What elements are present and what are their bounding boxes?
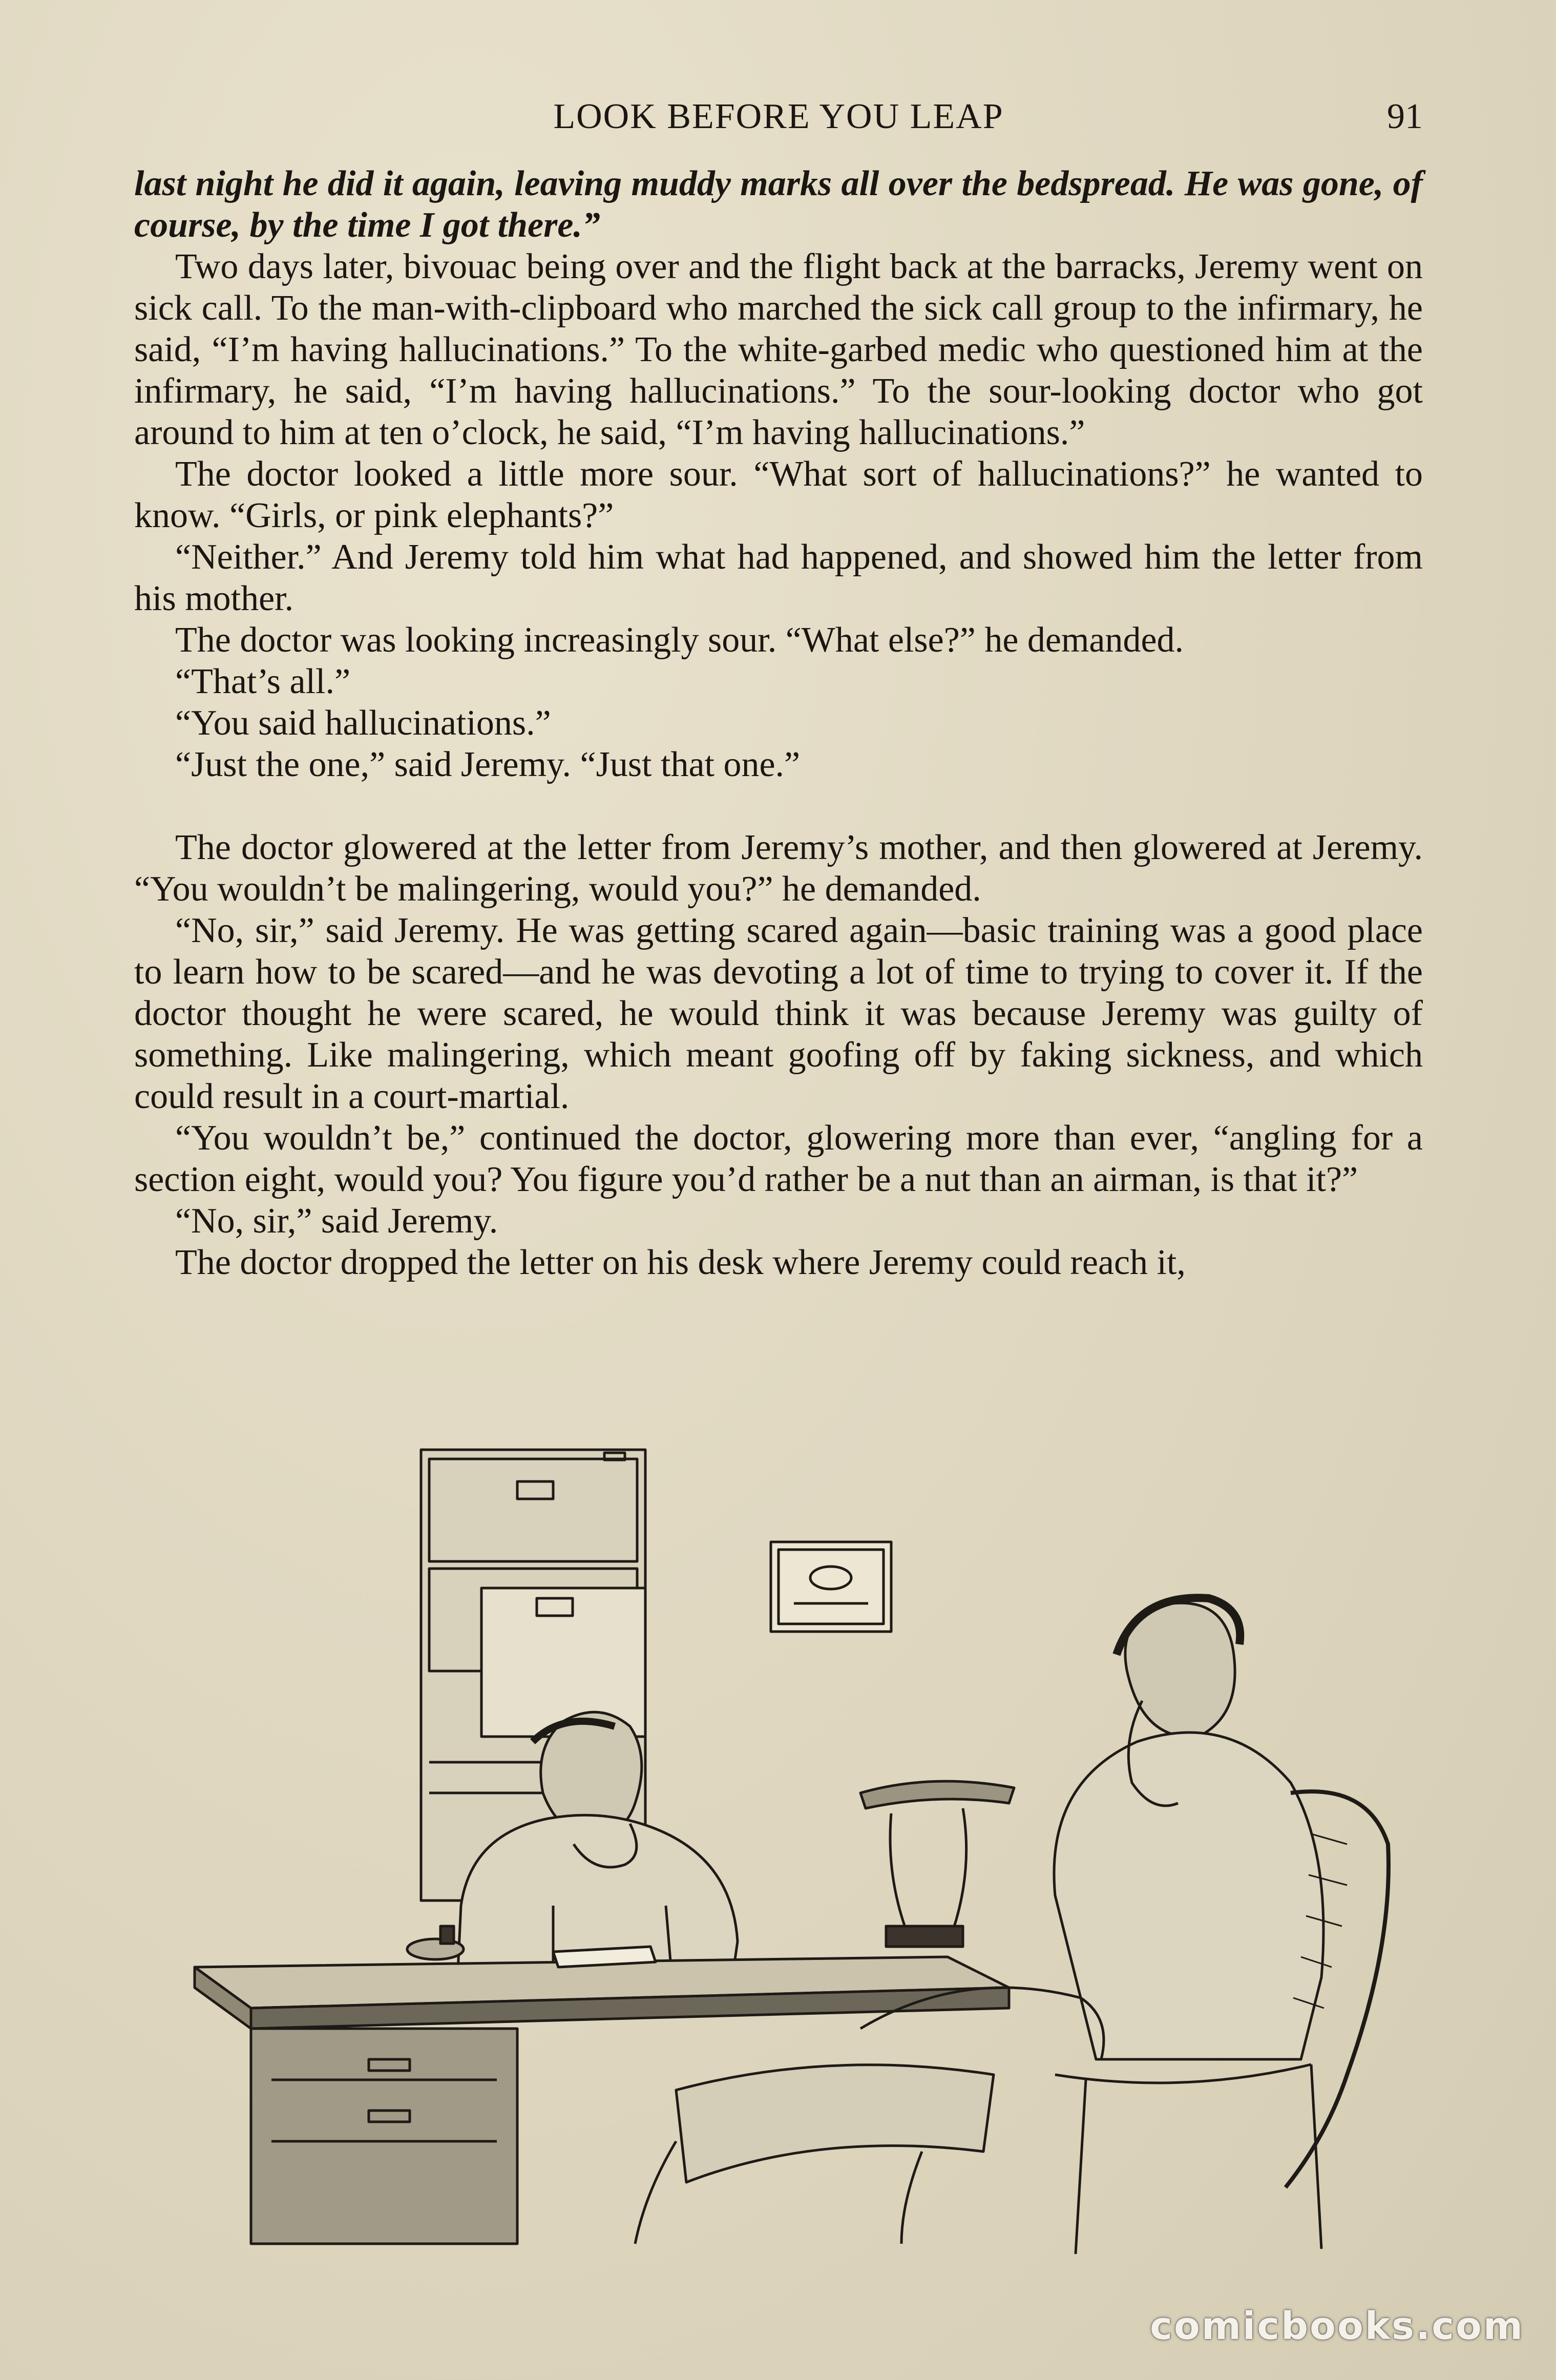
running-title: LOOK BEFORE YOU LEAP [553,97,1004,136]
paragraph: “You wouldn’t be,” continued the doctor, glowering more than ever, “angling for a section eight, would you? You figure you’d rather be a nut than an airman, is that it?” [134,1118,1423,1199]
paragraph: last night he did it again, leaving muddy marks all over the bedspread. He was gone, of course, by the time I got there.” [134,164,1423,245]
framed-certificate [771,1542,891,1632]
paragraph: “No, sir,” said Jeremy. He was getting scared again—basic training was a good place to learn how to be scared—and he was devoting a lot of time to trying to cover it. If the doctor thought he were scared, he would think it was because Jeremy was guilty of something. Like malingering, which meant goofing off by faking sickness, and which could result in a court-martial. [134,911,1423,1116]
paragraph: The doctor glowered at the letter from Jeremy’s mother, and then glowered at Jeremy. “You wouldn’t be malingering, would you?” he demanded. [134,828,1423,909]
paragraph: “Neither.” And Jeremy told him what had happened, and showed him the letter from his mother. [134,537,1423,618]
running-head [134,96,1423,142]
paragraph: The doctor looked a little more sour. “What sort of hallucinations?” he wanted to know. “Girls, or pink elephants?” [134,454,1423,535]
paragraph: “Just the one,” said Jeremy. “Just that one.” [175,745,801,784]
paragraph: The doctor dropped the letter on his desk where Jeremy could reach it, [175,1243,1186,1282]
paragraph: Two days later, bivouac being over and the flight back at the barracks, Jeremy went on sick call. To the man-with-clipboard who marched the sick call group to the infirmary, he said, “I’m having hallucinations.” To the white-garbed medic who questioned him at the infirmary, he said, “I’m having hallucinations.” To the sour-looking doctor who got around to him at ten o’clock, he said, “I’m having hallucinations.” [134,247,1423,452]
body-text [134,163,1423,1283]
watermark: comicbooks.com [1150,2304,1524,2348]
paragraph: “You said hallucinations.” [175,703,551,743]
desk-lamp [860,1781,1014,1947]
patient-figure [635,1598,1323,2244]
page-number: 91 [1387,97,1423,136]
paragraph: “No, sir,” said Jeremy. [175,1201,498,1241]
doctor-office-illustration [154,1434,1393,2264]
paragraph: The doctor was looking increasingly sour. “What else?” he demanded. [175,620,1184,660]
paragraph: “That’s all.” [175,662,351,701]
